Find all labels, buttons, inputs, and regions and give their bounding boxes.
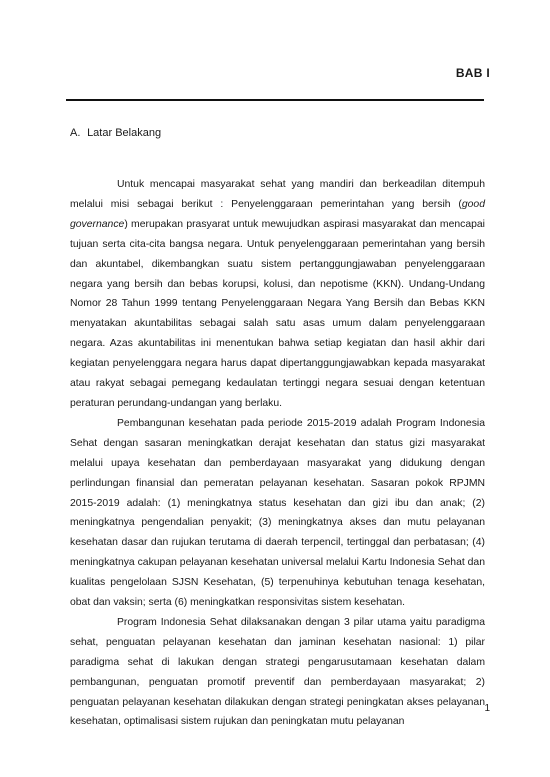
paragraph-1	[70, 175, 485, 414]
paragraph-1-part-b: ) merupakan prasyarat untuk mewujudkan aspirasi masyarakat dan mencapai tujuan serta cita-cita bangsa negara. Untuk penyelenggaraan pemerintahan yang bersih dan akuntabel, dikembangkan suatu sistem pertanggungjawaban penyelenggaraan negara yang bersih dan bebas korupsi, kolusi, dan nepotisme (KKN). Undang-Undang Nomor 28 Tahun 1999 tentang Penyelenggaraan Negara Yang Bersih dan Bebas KKN menyatakan akuntabilitas sebagai salah satu asas umum dalam penyelenggaraan negara. Azas akuntabilitas ini menentukan bahwa setiap kegiatan dan hasil akhir dari kegiatan penyelenggara negara harus dapat dipertanggungjawabkan kepada masyarakat atau rakyat sebagai pemegang kedaulatan tertinggi negara sesuai dengan ketentuan peraturan perundang-undangan yang berlaku.	[70, 218, 485, 409]
paragraph-2: Pembangunan kesehatan pada periode 2015-2019 adalah Program Indonesia Sehat dengan sasaran meningkatkan derajat kesehatan dan status gizi masyarakat melalui upaya kesehatan dan pemberdayaan masyarakat yang didukung dengan perlindungan finansial dan pemeratan pelayanan kesehatan. Sasaran pokok RPJMN 2015-2019 adalah: (1) meningkatnya status kesehatan dan gizi ibu dan anak; (2) meningkatnya pengendalian penyakit; (3) meningkatnya akses dan mutu pelayanan kesehatan dasar dan rujukan terutama di daerah terpencil, tertinggal dan perbatasan; (4) meningkatnya cakupan pelayanan kesehatan universal melalui Kartu Indonesia Sehat dan kualitas pengelolaan SJSN Kesehatan, (5) terpenuhinya kebutuhan tenaga kesehatan, obat dan vaksin; serta (6) meningkatkan responsivitas sistem kesehatan.	[70, 417, 485, 609]
paragraph-3: Program Indonesia Sehat dilaksanakan dengan 3 pilar utama yaitu paradigma sehat, penguatan pelayanan kesehatan dan jaminan kesehatan nasional: 1) pilar paradigma sehat di lakukan dengan strategi pengarusutamaan kesehatan dalam pembangunan, penguatan promotif preventif dan pemberdayaan masyarakat; 2) penguatan pelayanan kesehatan dilakukan dengan strategi peningkatan akses pelayanan kesehatan, optimalisasi sistem rujukan dan peningkatan mutu pelayanan	[70, 616, 485, 728]
paragraph-1-part-a: Untuk mencapai masyarakat sehat yang mandiri dan berkeadilan ditempuh melalui misi sebagai berikut : Penyelenggaraan pemerintahan yang bersih (	[70, 179, 485, 210]
section-heading	[70, 127, 161, 139]
chapter-heading: BAB I	[455, 66, 490, 80]
paragraph-1-italic: good governance	[70, 198, 485, 230]
heading-divider	[66, 99, 484, 101]
section-title: Latar Belakang	[87, 127, 162, 139]
body-text	[70, 175, 485, 732]
section-letter: A.	[70, 127, 81, 139]
page-number: 1	[484, 703, 490, 714]
